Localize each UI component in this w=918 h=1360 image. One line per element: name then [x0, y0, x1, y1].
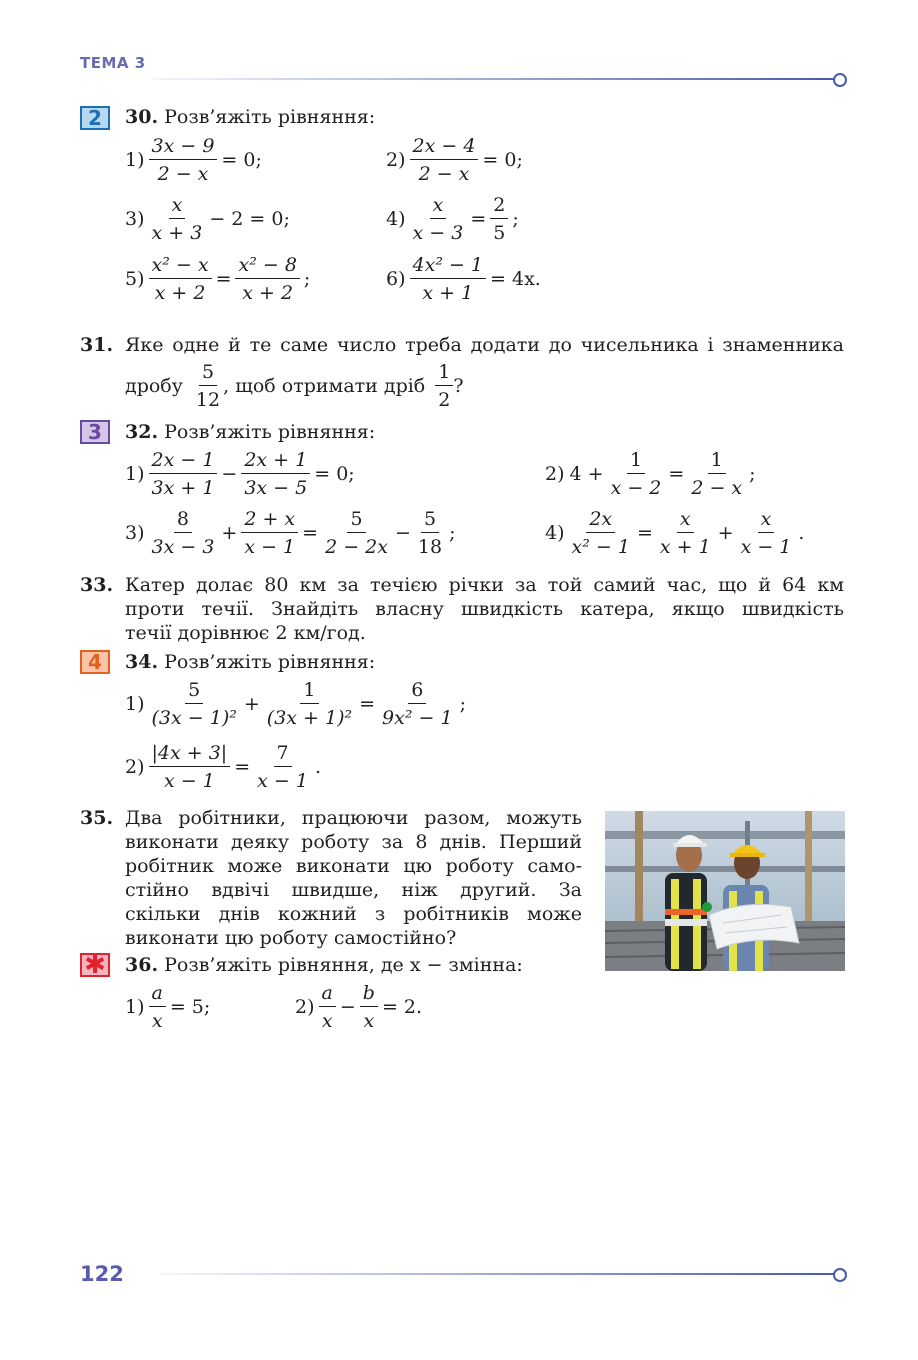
problem-31-number: 31.: [80, 334, 114, 356]
denominator: 2 − x: [691, 477, 743, 499]
equation-30-2: [386, 135, 523, 185]
footer-rule-end-ring: [833, 1268, 847, 1282]
numerator: 6: [408, 679, 426, 704]
operator: −: [394, 522, 411, 544]
numerator: 4x² − 1: [410, 254, 487, 279]
fraction: [319, 982, 336, 1032]
numerator: a: [319, 982, 336, 1007]
denominator: 3x + 1: [151, 477, 215, 499]
problem-34-heading: [125, 651, 375, 673]
equation-30-4: [386, 194, 519, 244]
construction-workers-photo: [605, 811, 845, 971]
item-label: 1): [125, 463, 145, 485]
denominator: 5: [493, 222, 506, 244]
problem-31-text-line-1: Яке одне й те саме число треба додати до чисельника і знаменника: [125, 334, 844, 356]
operator: −: [339, 996, 356, 1018]
fraction: [410, 135, 479, 185]
operator: −: [221, 463, 238, 485]
item-label: 6): [386, 268, 406, 290]
photo-illustration: [605, 811, 845, 971]
end-punctuation: .: [798, 522, 805, 544]
denominator: x: [321, 1010, 333, 1032]
problem-instruction: Розв’яжіть рівняння:: [164, 651, 376, 673]
fraction: [254, 742, 311, 792]
numerator: 2x − 4: [410, 135, 479, 160]
fraction: [241, 508, 298, 558]
fraction: [688, 449, 745, 499]
problem-32-heading: [125, 421, 375, 443]
numerator: 5: [185, 679, 203, 704]
denominator: x + 1: [422, 282, 474, 304]
level-2-badge: 2: [80, 106, 110, 130]
denominator: x − 1: [740, 536, 792, 558]
denominator: x + 1: [659, 536, 711, 558]
fraction: [149, 449, 218, 499]
denominator: 3x − 3: [151, 536, 215, 558]
equals-sign: =: [668, 463, 685, 485]
fraction: [193, 361, 223, 411]
numerator: 2x + 1: [241, 449, 310, 474]
numerator: x² − 8: [235, 254, 299, 279]
fraction: [149, 742, 231, 792]
denominator: 18: [417, 536, 443, 558]
fraction: [149, 508, 218, 558]
denominator: x + 2: [242, 282, 294, 304]
page-number: 122: [80, 1262, 124, 1286]
numerator: 1: [708, 449, 726, 474]
fraction: [235, 254, 299, 304]
equation-30-5: [125, 254, 310, 304]
equation-32-1: [125, 449, 355, 499]
numerator: 7: [274, 742, 292, 767]
numerator: 2: [490, 194, 508, 219]
problem-33-text-line-2: проти течії. Знайдіть власну швидкість катера, якщо швидкість: [125, 598, 844, 620]
denominator: x − 1: [163, 770, 215, 792]
denominator: x: [151, 1010, 163, 1032]
equation-rhs: = 0;: [314, 463, 355, 485]
fraction: [435, 361, 453, 411]
equation-rhs: = 0;: [221, 149, 262, 171]
equation-30-6: [386, 254, 541, 304]
denominator: 2 − x: [157, 163, 209, 185]
problem-35-text-line-5: скільки днів кожний з робітників може: [125, 903, 582, 925]
header-rule: [150, 78, 834, 80]
fraction: [241, 449, 310, 499]
item-label: 1): [125, 149, 145, 171]
end-punctuation: ?: [453, 375, 464, 397]
numerator: 5: [199, 361, 217, 386]
end-punctuation: ;: [749, 463, 756, 485]
equation-34-1: [125, 679, 466, 729]
problem-35-text-line-4: стійно вдвічі швидше, ніж другий. За: [125, 879, 582, 901]
equals-sign: =: [636, 522, 653, 544]
numerator: 2x − 1: [149, 449, 218, 474]
problem-number: 30.: [125, 106, 159, 128]
problem-instruction: Розв’яжіть рівняння, де x − змінна:: [164, 954, 523, 976]
equals-sign: =: [234, 756, 251, 778]
item-label: 2): [386, 149, 406, 171]
fraction: [490, 194, 508, 244]
denominator: 3x − 5: [244, 477, 308, 499]
item-label: 2): [545, 463, 565, 485]
equation-rhs: = 2.: [381, 996, 423, 1018]
denominator: x − 1: [244, 536, 296, 558]
level-3-badge: 3: [80, 420, 110, 444]
fraction: [360, 982, 378, 1032]
problem-35-number: 35.: [80, 807, 114, 829]
end-punctuation: .: [314, 756, 321, 778]
denominator: 2: [438, 389, 451, 411]
denominator: 9x² − 1: [382, 707, 453, 729]
problem-33-number: 33.: [80, 574, 114, 596]
fraction: [608, 449, 665, 499]
problem-35-text-line-3: робітник може виконати цю роботу само-: [125, 855, 582, 877]
fraction: [415, 508, 445, 558]
problem-number: 34.: [125, 651, 159, 673]
item-label: 1): [125, 693, 145, 715]
numerator: 8: [174, 508, 192, 533]
fraction: [569, 508, 633, 558]
numerator: 5: [421, 508, 439, 533]
operator: +: [221, 522, 238, 544]
fraction: [149, 254, 212, 304]
problem-number: 32.: [125, 421, 159, 443]
denominator: x − 3: [412, 222, 464, 244]
fraction: [149, 982, 166, 1032]
numerator: a: [149, 982, 166, 1007]
denominator: x + 2: [154, 282, 206, 304]
numerator: x² − x: [149, 254, 212, 279]
end-punctuation: ;: [303, 268, 311, 290]
item-label: 1): [125, 996, 145, 1018]
level-4-badge: 4: [80, 650, 110, 674]
problem-35-text-line-2: виконати деяку роботу за 8 днів. Перший: [125, 831, 582, 853]
end-punctuation: ;: [449, 522, 456, 544]
footer-rule: [160, 1273, 834, 1275]
equation-36-1: [125, 982, 210, 1032]
problem-30-heading: [125, 106, 375, 128]
denominator: x − 1: [257, 770, 308, 792]
fraction: [322, 508, 391, 558]
item-label: 2): [125, 756, 145, 778]
numerator: b: [360, 982, 378, 1007]
problem-31-text-line-2: [125, 361, 464, 411]
equation-32-2: [545, 449, 756, 499]
numerator: 1: [435, 361, 453, 386]
fraction: [149, 135, 218, 185]
denominator: x: [363, 1010, 375, 1032]
equation-32-3: [125, 508, 456, 558]
problem-33-text-line-1: Катер долає 80 км за течією річки за той самий час, що й 64 км: [125, 574, 844, 596]
equation-34-2: [125, 742, 321, 792]
end-punctuation: ;: [459, 693, 466, 715]
fraction: [149, 679, 240, 729]
fraction: [149, 194, 206, 244]
denominator: x² − 1: [571, 536, 630, 558]
fraction: [410, 194, 467, 244]
problem-instruction: Розв’яжіть рівняння:: [164, 421, 376, 443]
problem-33-text-line-3: течії дорівнює 2 км/год.: [125, 622, 366, 644]
equation-30-3: [125, 194, 290, 244]
equation-30-1: [125, 135, 262, 185]
numerator: 1: [627, 449, 645, 474]
problem-36-heading: [125, 954, 523, 976]
item-label: 3): [125, 208, 145, 230]
numerator: 2 + x: [241, 508, 298, 533]
denominator: 2 − x: [418, 163, 470, 185]
denominator: x + 3: [151, 222, 203, 244]
numerator: x: [677, 508, 694, 533]
equation-rhs: = 0;: [482, 149, 523, 171]
text-fragment: дробу: [125, 375, 183, 397]
fraction: [379, 679, 456, 729]
item-label: 4): [545, 522, 565, 544]
denominator: x − 2: [610, 477, 662, 499]
item-label: 2): [295, 996, 315, 1018]
numerator: |4x + 3|: [149, 742, 231, 767]
equals-sign: =: [215, 268, 232, 290]
equation-rhs: = 4x.: [490, 268, 541, 290]
equation-36-2: [295, 982, 422, 1032]
numerator: x: [758, 508, 775, 533]
numerator: 1: [300, 679, 318, 704]
equation-32-4: [545, 508, 804, 558]
text-fragment: 4 +: [569, 463, 604, 485]
problem-number: 36.: [125, 954, 159, 976]
problem-35-text-line-6: виконати цю роботу самостійно?: [125, 927, 457, 949]
item-label: 4): [386, 208, 406, 230]
numerator: 3x − 9: [149, 135, 218, 160]
equation-rhs: = 5;: [169, 996, 211, 1018]
header-rule-end-ring: [833, 73, 847, 87]
numerator: x: [430, 194, 447, 219]
item-label: 3): [125, 522, 145, 544]
operator: +: [717, 522, 734, 544]
denominator: (3x − 1)²: [151, 707, 237, 729]
fraction: [738, 508, 795, 558]
item-label: 5): [125, 268, 145, 290]
text-fragment: , щоб отримати дріб: [223, 375, 426, 397]
numerator: 5: [347, 508, 365, 533]
challenge-star-badge: ✱: [80, 953, 110, 977]
equals-sign: =: [470, 208, 487, 230]
equals-sign: =: [302, 522, 319, 544]
denominator: 2 − 2x: [325, 536, 388, 558]
equals-sign: =: [359, 693, 376, 715]
equation-rhs: − 2 = 0;: [209, 208, 290, 230]
fraction: [657, 508, 714, 558]
denominator: (3x + 1)²: [266, 707, 353, 729]
end-punctuation: ;: [512, 208, 519, 230]
fraction: [410, 254, 487, 304]
running-head: ТЕМА 3: [80, 54, 146, 72]
fraction: [264, 679, 355, 729]
operator: +: [243, 693, 260, 715]
numerator: 2x: [586, 508, 615, 533]
problem-35-text-line-1: Два робітники, працюючи разом, можуть: [125, 807, 582, 829]
numerator: x: [169, 194, 186, 219]
problem-instruction: Розв’яжіть рівняння:: [164, 106, 376, 128]
denominator: 12: [195, 389, 221, 411]
